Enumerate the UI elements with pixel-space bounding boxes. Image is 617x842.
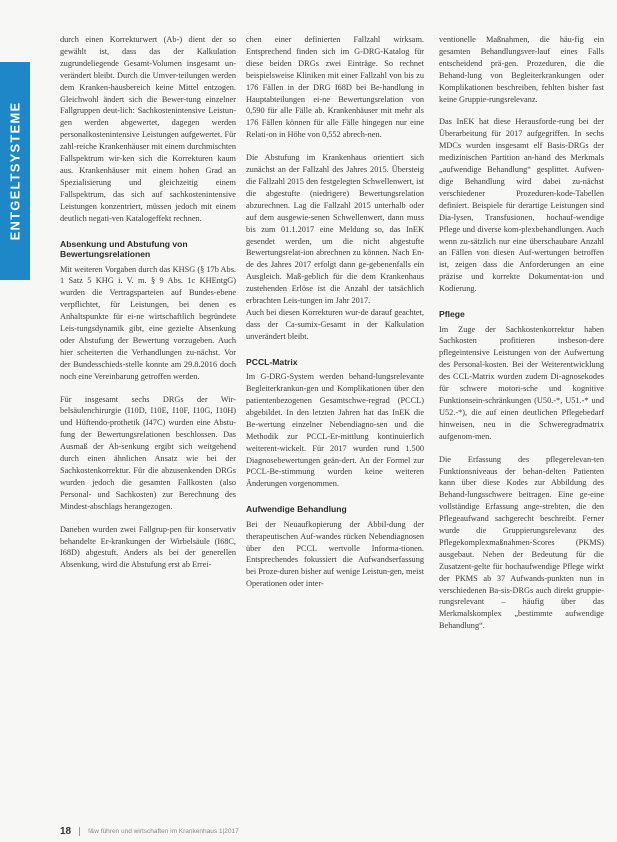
column-1 (60, 34, 236, 582)
section-tab-label: ENTGELTSYSTEME (7, 101, 23, 241)
column-3 (439, 34, 604, 643)
paragraph: Die Abstufung im Krankenhaus orientiert sich zunächst an der Fallzahl des Jahres 2015. Übersteig die Fallzahl 2015 den festgelegten Schwellenwert, ist die abgestufte (niedrigere) Bewertungsrelation abzurechnen. Lag die Fallzahl 2015 unterhalb oder auf dem ausgewie-senen Schwellenwert, dann muss bis zum 01.1.2017 eine Meldung so, das InEK gesendet werden, um die nicht abgestufte Bewertungsrelat-ion abrechnen zu können. Nach En-de des Jahres 2017 erfolgt dann ge-gebenenfalls ein Ausgleich. Maß-geblich für die dem Krankenhaus zustehenden Erlöse ist die Anzahl der tatsächlich erbrachten Leis-tungen im Jahr 2017. (246, 153, 424, 306)
paragraph: durch einen Korrekturwert (Ab-) dient der so gewählt ist, dass das der Kalkulation zugrundeliegende Gesamt-Volumen insgesamt un-verändert bleibt. Durch die Umver-teilungen werden dem Kranken-hausbereich keine Mittel entzogen. Gleichwohl ändert sich die Bewer-tung einzelner Fallgruppen deut-lich: Sachkostenintensive Leistun-gen werden abgewertet, dagegen werden personalkostenintensive Leistungen aufgewertet. Für zahl-reiche Krankenhäuser mit einem durchmischten Fallspektrum wir-ken sich die Korrekturen kaum aus. Krankenhäuser mit einem hohen Grad an Spezialisierung und gleichzeitig einem Fallspektrum, das sich auf sachkostenintensive Leistungen konzentriert, müssen jedoch mit einem deutlich negati-ven Katalogeffekt rechnen. (60, 35, 236, 223)
paragraph: Die Erfassung des pflegerelevan-ten Funktionsniveaus der behan-delten Patienten kann über diese Kodes zur Abbildung des Behand-lungsschwere beitragen. Eine ge-eine vollständige Erfassung ange-strebten, die den Pflegeaufwand sachgerecht beschreibt. Ferner wurde die Gruppierungsrelevanz des Pflegekomplexmaßnahmen-Scores (PKMS) ausgebaut. Neben der Bedeutung für die Zusatzent-gelte für hochaufwendige Pflege wirkt der PKMS ab 37 Aufwands-punkten nun in verschiedenen Ba-sis-DRGs auch direkt gruppie-rungsrelevant – häufig über das Merkmalskomplex „bestimmte aufwendige Behandlung“. (439, 454, 604, 631)
section-heading: Aufwendige Behandlung (246, 504, 347, 515)
paragraph: Für insgesamt sechs DRGs der Wir-belsäulenchirurgie (I10D, I10E, I10F, I10G, I10H) und Hüftendo-prothetik (I47C) wurden eine Abstu-fung der Bewertungsrelationen beschlossen. Das Ausmaß der Ab-senkung ergibt sich weitgehend durch einen ähnlichen Ansatz wie bei der Sachkostenkorrektur. Für die abzusenkenden DRGs wurden jedoch die gesamten Fallkosten (also Personal- und Sachkosten) zur Berechnung des Mindest-abschlags herangezogen. (60, 394, 236, 511)
section-heading: PCCL-Matrix (246, 356, 298, 367)
paragraph: Im Zuge der Sachkostenkorrektur haben Sachkosten profitieren insbeson-dere pflegeintensive Leistungen von der Aufwertung des Personal-kosten. Bei der Weiterentwicklung des CCL-Matrix wurden zudem Di-agnosekodes für schwere motori-sche und kognitive Funktionsein-schränkungen (U50.-*, U51.-* und U52.-*), die auf einen deutlichen Pflegebedarf hinweisen, neu in die Schweregradmatrix aufgenom-men. (439, 324, 604, 441)
publication-name: f&w führen und wirtschaften im Krankenhaus 1|2017 (88, 828, 239, 835)
paragraph: ventionelle Maßnahmen, die häu-fig ein gesamten Behandlungsver-lauf eines Falls entscheidend prä-gen. Prozeduren, die die Behand-lung von Begleiterkrankungen oder Komplikationen beschreiben, fehlten bisher fast keine Gruppie-rungsrelevanz. (439, 35, 604, 104)
page-number: 18 (60, 826, 72, 837)
paragraph: Bei der Neuaufkopierung der Abbil-dung der therapeutischen Auf-wandes rücken Nebendiagnosen über den PCCL wertvolle Informa-tionen. Entsprechendes fokussiert die Aufwandserfassung bei Proze-duren bisher auf wenige Leistun-gen, meist Operationen oder inter- (246, 519, 424, 589)
paragraph: Daneben wurden zwei Fallgrup-pen für konservativ behandelte Er-krankungen der Wirbelsäule (I68C, I68D) abgestuft. Anders als bei der generellen Absenkung, wird die Abstufung erst ab Errei- (60, 524, 236, 570)
paragraph: Im G-DRG-System werden behand-lungsrelevante Begleiterkrankun-gen und Komplikationen über den patientenbezogenen Gesamtschwe-regrad (PCCL) abgebildet. In den letzten Jahren hat das InEK die Be-wertung einzelner Nebendiagno-sen und die Methodik zur PCCL-Er-mittlung kontinuierlich weiterent-wickelt. Für 2017 wurden rund 1.500 Diagnosebewertungen geän-dert. An der Formel zur PCCL-Be-stimmung wurden keine weiteren Änderungen vorgenommen. (246, 372, 424, 489)
paragraph: Mit weiteren Vorgaben durch das KHSG (§ 17b Abs. 1 Satz 5 KHG i. V. m. § 9 Abs. 1c KHEntgG) wurden die Vertragsparteien auf Bundes-ebene verpflichtet, für Leistungen, bei denen es Anhaltspunkte für ei-ne wirtschaftlich begründete Leis-tungsdynamik gibt, eine gezielte Absenkung oder Abstufung der Bewertung vorzugeben. Auch hier scheiterten die Verhandlungen zu-nächst. Vor der Bundesschieds-stelle konnte am 29.8.2016 doch noch eine Vereinbarung getroffen werden. (60, 264, 236, 381)
paragraph: Auch bei diesen Korrekturen wur-de darauf geachtet, dass der Ca-sumix-Gesamt in der Kalkulation unverändert bleibt. (246, 307, 424, 341)
column-2 (246, 34, 424, 601)
paragraph: Das InEK hat diese Herausforde-rung bei der Überarbeitung für 2017 aufgegriffen. In sechs MDCs wurden insgesamt elf Basis-DRGs der medizinischen Partition an-hand des Merkmals „aufwendige Behandlung“ gesplittet. Aufwen-dige Behandlung wird dabei zu-nächst verschiedener Prozeduren-kode-Tabellen definiert. Beispiele für derartige Leistungen sind Dia-lysen, Transfusionen, hochauf-wendige Pflege und diverse kom-plexbehandlungen. Auch wenn zu-sätzlich nur eine überschaubare Anzahl an Fällen von diesen Auf-wertungen betroffen ist, zeigen dass die Anforderungen an eine präzise und korrekte Dokumentat-ion und Kodierung. (439, 117, 604, 294)
section-heading: Pflege (439, 309, 465, 320)
paragraph: chen einer definierten Fallzahl wirksam. Entsprechend finden sich im G-DRG-Katalog für diese beiden DRGs zwei Einträge. So rechnet beispielsweise Kliniken mit einer Fallzahl von bis zu 176 Fällen in der DRG I68D bei Be-handlung in Hauptabteilungen ei-ne Bewertungsrelation von 0,590 für alle Fälle ab. Krankenhäuser mit mehr als 176 Fällen können für alle Fälle hingegen nur eine Relati-on in Höhe von 0,552 abrech-nen. (246, 35, 424, 140)
page-footer (60, 826, 239, 837)
section-heading: Absenkung und Abstufung von Bewertungsrelationen (60, 238, 188, 259)
footer-divider (79, 827, 80, 836)
